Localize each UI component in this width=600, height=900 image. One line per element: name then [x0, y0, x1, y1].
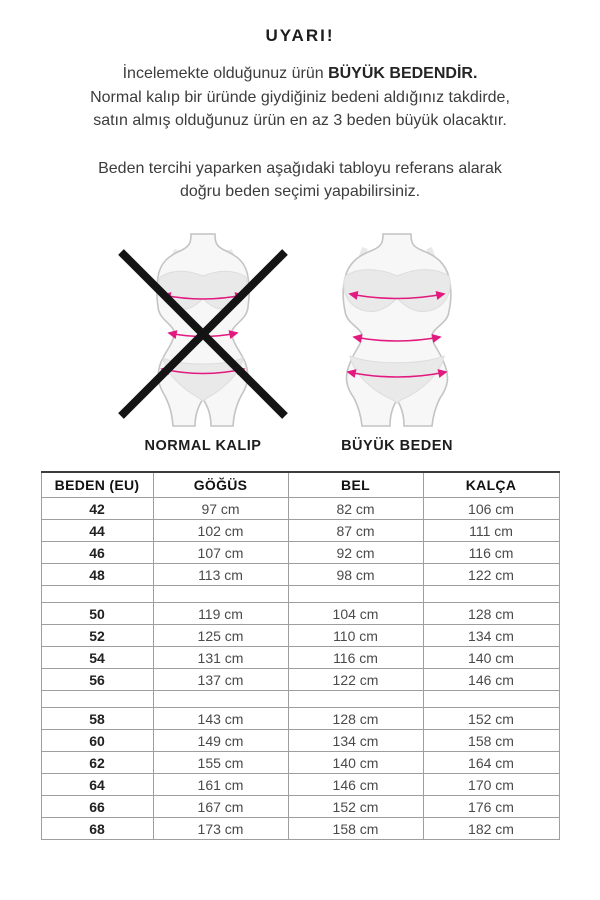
table-row [41, 542, 559, 564]
figure-label-plus: BÜYÜK BEDEN [341, 437, 453, 454]
measurement-cell: 146 cm [423, 669, 559, 691]
table-row [41, 647, 559, 669]
measurement-cell: 111 cm [423, 520, 559, 542]
size-cell: 44 [41, 520, 153, 542]
table-row [41, 774, 559, 796]
spacer-cell [423, 691, 559, 708]
column-header: BEL [288, 472, 423, 498]
figure-plus [308, 232, 486, 454]
normal-body-silhouette-icon [123, 232, 283, 428]
column-header: GÖĞÜS [153, 472, 288, 498]
measurement-cell: 131 cm [153, 647, 288, 669]
size-cell: 54 [41, 647, 153, 669]
size-cell: 46 [41, 542, 153, 564]
measurement-cell: 87 cm [288, 520, 423, 542]
intro-paragraph [0, 62, 600, 133]
measurement-cell: 176 cm [423, 796, 559, 818]
size-cell: 42 [41, 498, 153, 520]
size-cell: 48 [41, 564, 153, 586]
size-cell: 64 [41, 774, 153, 796]
size-cell: 58 [41, 708, 153, 730]
measurement-cell: 113 cm [153, 564, 288, 586]
measurement-cell: 134 cm [288, 730, 423, 752]
table-row [41, 669, 559, 691]
measurement-cell: 82 cm [288, 498, 423, 520]
size-cell: 52 [41, 625, 153, 647]
measurement-cell: 128 cm [423, 603, 559, 625]
table-row [41, 796, 559, 818]
size-table-body [41, 498, 559, 840]
table-row [41, 498, 559, 520]
spacer-row [41, 691, 559, 708]
intro-line3-text: satın almış olduğunuz ürün en az 3 beden büyük olacaktır. [93, 112, 507, 129]
measurement-cell: 149 cm [153, 730, 288, 752]
measurement-cell: 155 cm [153, 752, 288, 774]
size-cell: 60 [41, 730, 153, 752]
measurement-cell: 152 cm [423, 708, 559, 730]
measurement-cell: 146 cm [288, 774, 423, 796]
spacer-cell [423, 586, 559, 603]
intro-line2-text: Normal kalıp bir üründe giydiğiniz bedeni aldığınız takdirde, [90, 88, 510, 106]
measurement-cell: 110 cm [288, 625, 423, 647]
figure-normal [114, 232, 292, 454]
table-row [41, 603, 559, 625]
measurement-cell: 182 cm [423, 818, 559, 840]
measurement-cell: 152 cm [288, 796, 423, 818]
table-row [41, 818, 559, 840]
product-size-emphasis: BÜYÜK BEDENDİR. [328, 65, 478, 82]
measurement-cell: 158 cm [288, 818, 423, 840]
warning-title: UYARI! [265, 26, 335, 45]
measurement-cell: 106 cm [423, 498, 559, 520]
measurement-cell: 167 cm [153, 796, 288, 818]
measurement-cell: 143 cm [153, 708, 288, 730]
measurement-cell: 122 cm [288, 669, 423, 691]
spacer-cell [288, 691, 423, 708]
measurement-cell: 125 cm [153, 625, 288, 647]
size-cell: 62 [41, 752, 153, 774]
measurement-cell: 134 cm [423, 625, 559, 647]
measurement-cell: 158 cm [423, 730, 559, 752]
table-row [41, 520, 559, 542]
size-cell: 50 [41, 603, 153, 625]
plus-body-silhouette-icon [317, 232, 477, 428]
measurement-cell: 98 cm [288, 564, 423, 586]
table-row [41, 625, 559, 647]
table-header-row [41, 472, 559, 498]
table-row [41, 708, 559, 730]
spacer-cell [153, 691, 288, 708]
spacer-cell [41, 586, 153, 603]
measurement-cell: 104 cm [288, 603, 423, 625]
table-row [41, 564, 559, 586]
measurement-cell: 170 cm [423, 774, 559, 796]
measurement-cell: 102 cm [153, 520, 288, 542]
table-row [41, 730, 559, 752]
measurement-cell: 122 cm [423, 564, 559, 586]
measurement-cell: 128 cm [288, 708, 423, 730]
measurement-cell: 140 cm [288, 752, 423, 774]
measurement-cell: 173 cm [153, 818, 288, 840]
size-cell: 68 [41, 818, 153, 840]
spacer-cell [41, 691, 153, 708]
size-cell: 56 [41, 669, 153, 691]
column-header: BEDEN (EU) [41, 472, 153, 498]
intro-line1-text: İncelemekte olduğunuz ürün [122, 65, 329, 82]
column-header: KALÇA [423, 472, 559, 498]
figure-label-normal: NORMAL KALIP [144, 437, 262, 454]
measurement-cell: 119 cm [153, 603, 288, 625]
guide-line2-text: doğru beden seçimi yapabilirsiniz. [179, 183, 421, 200]
size-cell: 66 [41, 796, 153, 818]
spacer-row [41, 586, 559, 603]
size-table [41, 471, 560, 841]
measurement-cell: 107 cm [153, 542, 288, 564]
measurement-cell: 97 cm [153, 498, 288, 520]
measurement-cell: 161 cm [153, 774, 288, 796]
guide-line1-text: Beden tercihi yaparken aşağıdaki tabloyu referans alarak [98, 159, 502, 177]
size-table-section [0, 471, 600, 841]
figures-row [0, 232, 600, 454]
measurement-cell: 92 cm [288, 542, 423, 564]
table-row [41, 752, 559, 774]
measurement-cell: 140 cm [423, 647, 559, 669]
measurement-cell: 137 cm [153, 669, 288, 691]
measurement-cell: 116 cm [423, 542, 559, 564]
guide-paragraph [0, 157, 600, 204]
measurement-cell: 164 cm [423, 752, 559, 774]
spacer-cell [153, 586, 288, 603]
measurement-cell: 116 cm [288, 647, 423, 669]
spacer-cell [288, 586, 423, 603]
